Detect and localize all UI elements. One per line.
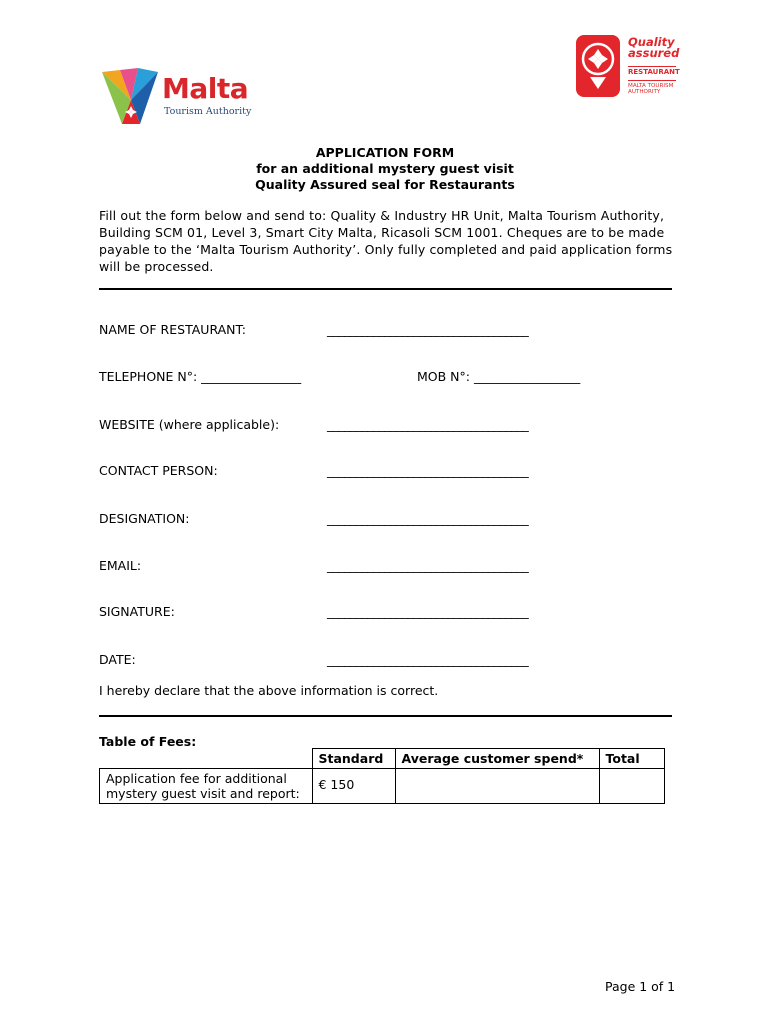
fees-table-title: Table of Fees: xyxy=(99,734,197,749)
telephone-field[interactable]: TELEPHONE N°: ________________ xyxy=(99,369,302,384)
form-title-line1: APPLICATION FORM xyxy=(315,145,455,160)
instructions-line3: payable to the ‘Malta Tourism Authority’. Only fully completed and paid application forms xyxy=(99,242,673,257)
email-label: EMAIL: xyxy=(99,558,142,573)
qa-authority-line1: MALTA TOURISM xyxy=(628,83,674,89)
section-divider-bottom xyxy=(99,715,672,717)
instructions-paragraph xyxy=(99,207,674,275)
form-title xyxy=(0,145,770,193)
fees-header-standard: Standard xyxy=(312,749,395,769)
fees-table xyxy=(99,748,665,804)
mobile-field[interactable]: MOB N°: _________________ xyxy=(417,369,581,384)
malta-logo-wordmark: Malta xyxy=(162,72,249,105)
declaration-text: I hereby declare that the above information is correct. xyxy=(99,683,439,698)
signature-field[interactable]: ___________________________________ xyxy=(327,604,529,619)
qa-authority-line2: AUTHORITY xyxy=(628,89,661,95)
quality-assured-logo xyxy=(576,35,686,100)
designation-label: DESIGNATION: xyxy=(99,511,190,526)
qa-category: RESTAURANT xyxy=(628,68,680,76)
malta-logo-tagline: Tourism Authority xyxy=(164,106,252,117)
fees-item-line2: mystery guest visit and report: xyxy=(106,786,300,801)
qa-authority xyxy=(628,80,676,95)
instructions-line1: Fill out the form below and send to: Quality & Industry HR Unit, Malta Tourism Authority, xyxy=(99,208,665,223)
fees-spend-cell[interactable] xyxy=(395,769,599,804)
signature-label: SIGNATURE: xyxy=(99,604,175,619)
form-title-line2: for an additional mystery guest visit xyxy=(256,161,514,176)
date-label: DATE: xyxy=(99,652,136,667)
restaurant-name-label: NAME OF RESTAURANT: xyxy=(99,322,246,337)
fees-header-empty xyxy=(100,749,313,769)
malta-tourism-authority-logo xyxy=(100,66,260,128)
website-field[interactable]: ___________________________________ xyxy=(327,417,529,432)
page-number: Page 1 of 1 xyxy=(605,979,676,994)
qa-title-line2: assured xyxy=(628,46,680,60)
instructions-line2: Building SCM 01, Level 3, Smart City Malta, Ricasoli SCM 1001. Cheques are to be made xyxy=(99,225,665,240)
maltese-cross-badge-icon xyxy=(576,35,620,97)
section-divider-top xyxy=(99,288,672,290)
website-label: WEBSITE (where applicable): xyxy=(99,417,280,432)
fees-item-line1: Application fee for additional xyxy=(106,771,287,786)
email-field[interactable]: ___________________________________ xyxy=(327,558,529,573)
date-field[interactable]: ___________________________________ xyxy=(327,652,529,667)
fees-item-cell xyxy=(100,769,313,804)
qa-title-line1: Quality xyxy=(628,35,675,49)
malta-logo-mark-icon xyxy=(100,66,162,128)
fees-standard-cell: € 150 xyxy=(312,769,395,804)
fees-header-row xyxy=(100,749,665,769)
fees-header-spend: Average customer spend* xyxy=(395,749,599,769)
designation-field[interactable]: ___________________________________ xyxy=(327,511,529,526)
contact-person-label: CONTACT PERSON: xyxy=(99,463,218,478)
fees-header-total: Total xyxy=(599,749,664,769)
instructions-line4: will be processed. xyxy=(99,259,214,274)
fees-row xyxy=(100,769,665,804)
fees-total-cell[interactable] xyxy=(599,769,664,804)
restaurant-name-field[interactable]: ___________________________________ xyxy=(327,322,529,337)
contact-person-field[interactable]: ___________________________________ xyxy=(327,463,529,478)
quality-assured-title xyxy=(628,37,679,59)
form-title-line3: Quality Assured seal for Restaurants xyxy=(255,177,515,192)
